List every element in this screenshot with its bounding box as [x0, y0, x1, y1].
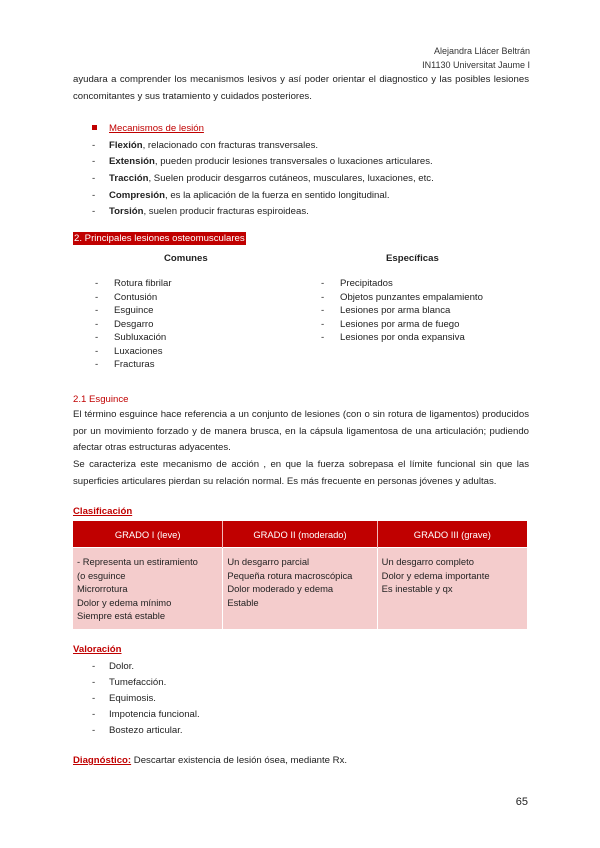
- mechanism-term: Extensión: [109, 156, 155, 168]
- mechanism-text: , suelen producir fracturas espiroideas.: [143, 206, 309, 218]
- grades-header-row: [73, 521, 527, 548]
- specific-item: [321, 291, 483, 305]
- grade-1-cell: [73, 548, 223, 629]
- dash-bullet: -: [321, 318, 325, 330]
- valuation-item-label: Dolor.: [109, 661, 135, 672]
- common-item: [95, 345, 172, 359]
- valuation-item: [92, 723, 200, 739]
- common-item-label: Fracturas: [114, 359, 155, 370]
- specific-item: [321, 277, 483, 291]
- dash-bullet: -: [321, 305, 325, 316]
- header-author: Alejandra Llácer Beltrán: [433, 46, 530, 56]
- grade-2-header: GRADO II (moderado): [223, 521, 377, 548]
- valuation-list: [92, 659, 200, 739]
- grades-body-row: [73, 548, 527, 629]
- dash-bullet: -: [321, 291, 325, 303]
- dash-bullet: -: [92, 693, 96, 704]
- dash-bullet: -: [92, 139, 96, 151]
- valuation-item-label: Impotencia funcional.: [109, 709, 200, 720]
- mechanism-item: [92, 171, 434, 188]
- valuation-item-label: Bostezo articular.: [109, 725, 183, 736]
- cell-line: Dolor y edema importante: [381, 569, 490, 581]
- dash-bullet: -: [321, 278, 325, 289]
- common-item: [95, 277, 172, 291]
- dash-bullet: -: [321, 332, 325, 343]
- dash-bullet: -: [95, 305, 99, 316]
- page-number: 65: [515, 796, 528, 808]
- diagnosis-line: [73, 755, 347, 766]
- section-2-heading: 2. Principales lesiones osteomusculares: [74, 233, 245, 244]
- cell-line: Microrrotura: [77, 583, 128, 594]
- mechanism-text: , es la aplicación de la fuerza en sentido longitudinal.: [164, 189, 390, 201]
- valuation-item: [92, 707, 200, 723]
- dash-bullet: -: [95, 332, 99, 343]
- common-heading: Comunes: [164, 253, 208, 264]
- dash-bullet: -: [95, 318, 99, 330]
- mechanism-text: , pueden producir lesiones transversales o luxaciones articulares.: [154, 156, 433, 168]
- valuation-heading: Valoración: [73, 644, 122, 655]
- specific-heading: Específicas: [386, 253, 439, 264]
- diagnosis-text: Descartar existencia de lesión ósea, mediante Rx.: [131, 755, 348, 766]
- common-item-label: Rotura fibrilar: [114, 278, 172, 289]
- cell-line: Dolor y edema mínimo: [77, 596, 172, 608]
- page-header: [422, 44, 530, 72]
- classification-heading: Clasificación: [73, 506, 133, 517]
- mechanisms-title-row: [92, 121, 434, 138]
- grade-3-header: GRADO III (grave): [377, 521, 527, 548]
- common-item: [95, 318, 172, 332]
- specific-item: [321, 318, 483, 332]
- mechanism-term: Tracción: [109, 173, 149, 185]
- common-item: [95, 291, 172, 305]
- specific-item-label: Precipitados: [340, 278, 393, 289]
- common-item-label: Esguince: [114, 305, 154, 316]
- cell-line: (o esguince: [77, 569, 126, 581]
- common-list: [95, 277, 172, 372]
- dash-bullet: -: [95, 345, 99, 357]
- dash-bullet: -: [95, 359, 99, 370]
- valuation-item: [92, 659, 200, 675]
- dash-bullet: -: [92, 189, 96, 201]
- mechanism-text: , relacionado con fracturas transversales.: [142, 139, 319, 151]
- grade-1-header: GRADO I (leve): [73, 521, 223, 548]
- grade-2-cell: [223, 548, 377, 629]
- intro-paragraph: ayudara a comprender los mecanismos lesivos y así poder orientar el diagnostico y las posibles lesiones concomitantes y sus tratamiento y cuidados posteriores.: [73, 74, 529, 102]
- common-item-label: Luxaciones: [114, 345, 163, 357]
- mechanism-item: [92, 154, 434, 171]
- common-item: [95, 304, 172, 318]
- common-item-label: Subluxación: [114, 332, 167, 343]
- cell-line: Siempre está estable: [77, 610, 166, 621]
- specific-item: [321, 331, 483, 345]
- cell-line: - Representa un estiramiento: [77, 556, 198, 567]
- header-course: IN1130 Universitat Jaume I: [422, 60, 530, 70]
- mechanism-term: Compresión: [109, 189, 165, 201]
- mechanism-term: Flexión: [109, 139, 143, 151]
- specific-item-label: Lesiones por onda expansiva: [340, 332, 465, 343]
- dash-bullet: -: [92, 206, 96, 218]
- mechanisms-title: Mecanismos de lesión: [109, 123, 204, 134]
- dash-bullet: -: [92, 156, 96, 168]
- cell-line: Pequeña rotura macroscópica: [227, 569, 353, 581]
- cell-line: Un desgarro completo: [381, 556, 474, 567]
- cell-line: Un desgarro parcial: [227, 556, 310, 567]
- cell-line: Estable: [227, 596, 259, 608]
- specific-item-label: Objetos punzantes empalamiento: [340, 291, 483, 303]
- common-item: [95, 358, 172, 372]
- mechanisms-list: [92, 121, 434, 221]
- mechanism-item: [92, 138, 434, 155]
- sprain-paragraph-1: El término esguince hace referencia a un conjunto de lesiones (con o sin rotura de ligamentos) producidos por un movimiento forzado y de manera brusca, en la cápsula ligamentosa de una articulación; pudiendo afectar otras estructuras adyacentes.: [73, 409, 529, 453]
- specific-list: [321, 277, 483, 345]
- valuation-item-label: Equimosis.: [109, 693, 156, 704]
- mechanism-term: Torsión: [109, 206, 144, 218]
- mechanism-item: [92, 204, 434, 221]
- specific-item-label: Lesiones por arma de fuego: [340, 318, 460, 330]
- dash-bullet: -: [92, 725, 96, 736]
- dash-bullet: -: [92, 709, 96, 720]
- grades-table: [73, 521, 527, 629]
- cell-line: Es inestable y qx: [381, 583, 453, 594]
- cell-line: Dolor moderado y edema: [227, 583, 334, 594]
- common-item: [95, 331, 172, 345]
- sprain-heading: 2.1 Esguince: [73, 394, 129, 405]
- specific-item-label: Lesiones por arma blanca: [340, 305, 451, 316]
- sprain-paragraph-2: Se caracteriza este mecanismo de acción , en que la fuerza sobrepasa el límite funcional sin que las superficies articulares pierdan su relación normal. Es más frecuente en personas jóvenes y adultas.: [73, 459, 529, 487]
- valuation-item-label: Tumefacción.: [109, 677, 167, 688]
- grade-3-cell: [377, 548, 527, 629]
- mechanism-item: [92, 188, 434, 205]
- common-item-label: Contusión: [114, 291, 158, 303]
- dash-bullet: -: [92, 661, 96, 672]
- dash-bullet: -: [92, 173, 96, 185]
- dash-bullet: -: [95, 291, 99, 303]
- specific-item: [321, 304, 483, 318]
- dash-bullet: -: [95, 278, 99, 289]
- mechanism-text: , Suelen producir desgarros cutáneos, musculares, luxaciones, etc.: [148, 173, 434, 185]
- diagnosis-label: Diagnóstico:: [73, 755, 132, 766]
- square-bullet-icon: [92, 125, 97, 130]
- dash-bullet: -: [92, 677, 96, 688]
- valuation-item: [92, 675, 200, 691]
- valuation-item: [92, 691, 200, 707]
- common-item-label: Desgarro: [114, 318, 154, 330]
